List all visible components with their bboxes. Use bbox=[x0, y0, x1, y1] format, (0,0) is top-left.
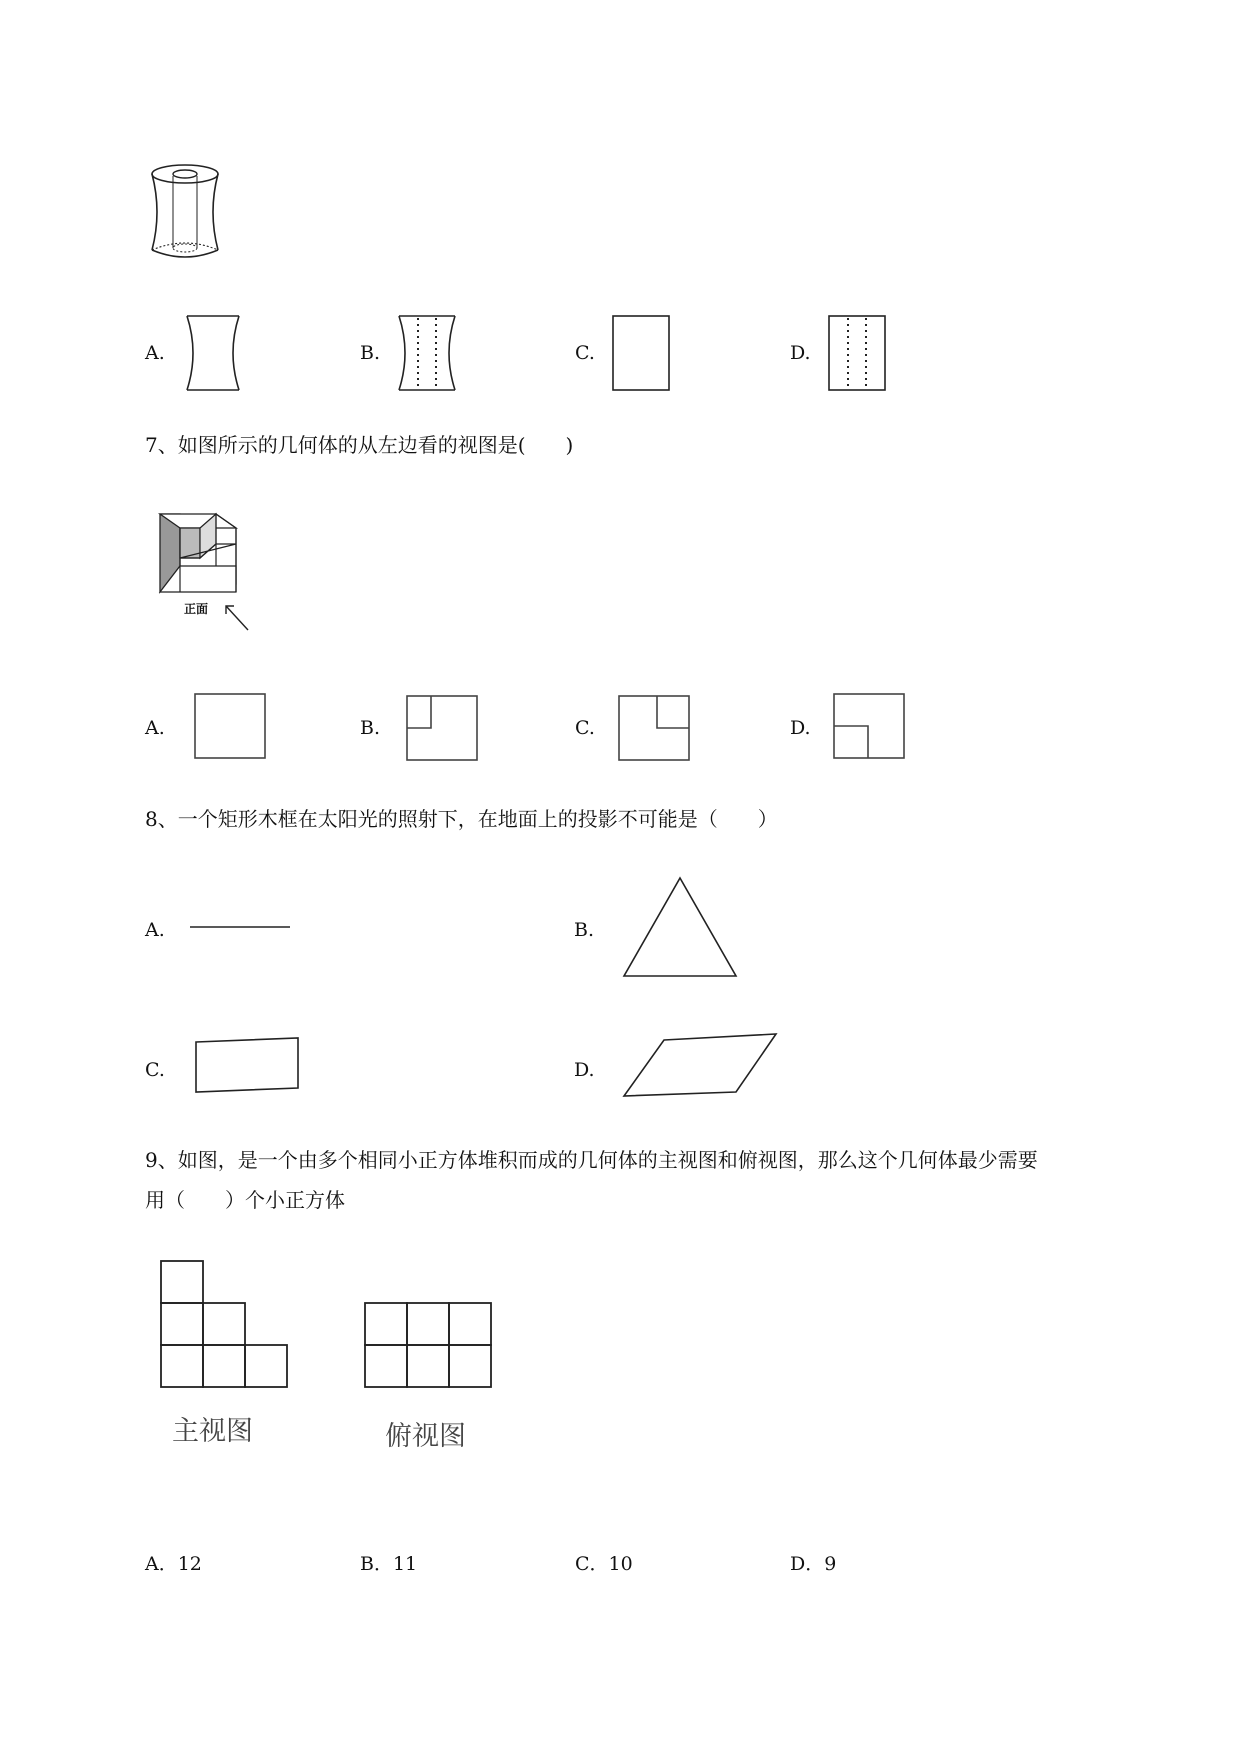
q7-option-b-figure[interactable] bbox=[405, 694, 479, 762]
q6-option-c-figure[interactable] bbox=[611, 314, 673, 394]
q7-option-a-letter: A. bbox=[145, 717, 165, 739]
q8-option-a-figure[interactable] bbox=[188, 924, 292, 930]
q6-option-c-letter: C. bbox=[575, 342, 595, 364]
q8-option-a-letter: A. bbox=[145, 919, 165, 941]
q9-question-text-line1: 9、如图，是一个由多个相同小正方体堆积而成的几何体的主视图和俯视图，那么这个几何体最少需要 bbox=[145, 1148, 1038, 1172]
q6-option-b-figure[interactable] bbox=[396, 314, 458, 394]
q7-view-arrow bbox=[222, 602, 252, 632]
q9-option-b[interactable]: B．11 bbox=[360, 1553, 418, 1575]
q8-question-text: 8、一个矩形木框在太阳光的照射下，在地面上的投影不可能是（ ） bbox=[145, 807, 778, 831]
q9-top-view-label: 俯视图 bbox=[385, 1421, 466, 1452]
q7-option-a-figure[interactable] bbox=[193, 692, 267, 760]
q9-option-c[interactable]: C．10 bbox=[575, 1553, 633, 1575]
q7-option-c-figure[interactable] bbox=[617, 694, 691, 762]
q7-solid-figure bbox=[156, 510, 256, 594]
q9-top-view-grid bbox=[364, 1302, 494, 1390]
q9-option-a[interactable]: A．12 bbox=[145, 1553, 202, 1575]
q6-option-a-letter: A. bbox=[145, 342, 165, 364]
q8-option-b-letter: B. bbox=[574, 919, 595, 941]
q6-solid-figure bbox=[140, 160, 230, 260]
q7-option-c-letter: C. bbox=[575, 717, 595, 739]
q8-option-d-letter: D. bbox=[574, 1059, 595, 1081]
q7-figure-caption: 正面 bbox=[184, 602, 209, 616]
q8-option-c-figure[interactable] bbox=[192, 1036, 302, 1094]
q7-question-text: 7、如图所示的几何体的从左边看的视图是( ) bbox=[145, 433, 574, 457]
q6-option-a-figure[interactable] bbox=[183, 314, 243, 394]
q8-option-c-letter: C. bbox=[145, 1059, 165, 1081]
q7-option-b-letter: B. bbox=[360, 717, 381, 739]
q6-option-d-figure[interactable] bbox=[827, 314, 889, 394]
q9-question-text-line2: 用（ ）个小正方体 bbox=[145, 1188, 345, 1212]
q7-option-d-letter: D. bbox=[790, 717, 811, 739]
q8-option-d-figure[interactable] bbox=[622, 1032, 780, 1098]
q8-option-b-figure[interactable] bbox=[622, 876, 738, 980]
q9-front-view-grid bbox=[160, 1260, 290, 1390]
q6-option-b-letter: B. bbox=[360, 342, 381, 364]
q9-option-d[interactable]: D．9 bbox=[790, 1553, 837, 1575]
q9-front-view-label: 主视图 bbox=[172, 1416, 253, 1447]
q7-option-d-figure[interactable] bbox=[832, 692, 906, 760]
q6-option-d-letter: D. bbox=[790, 342, 811, 364]
